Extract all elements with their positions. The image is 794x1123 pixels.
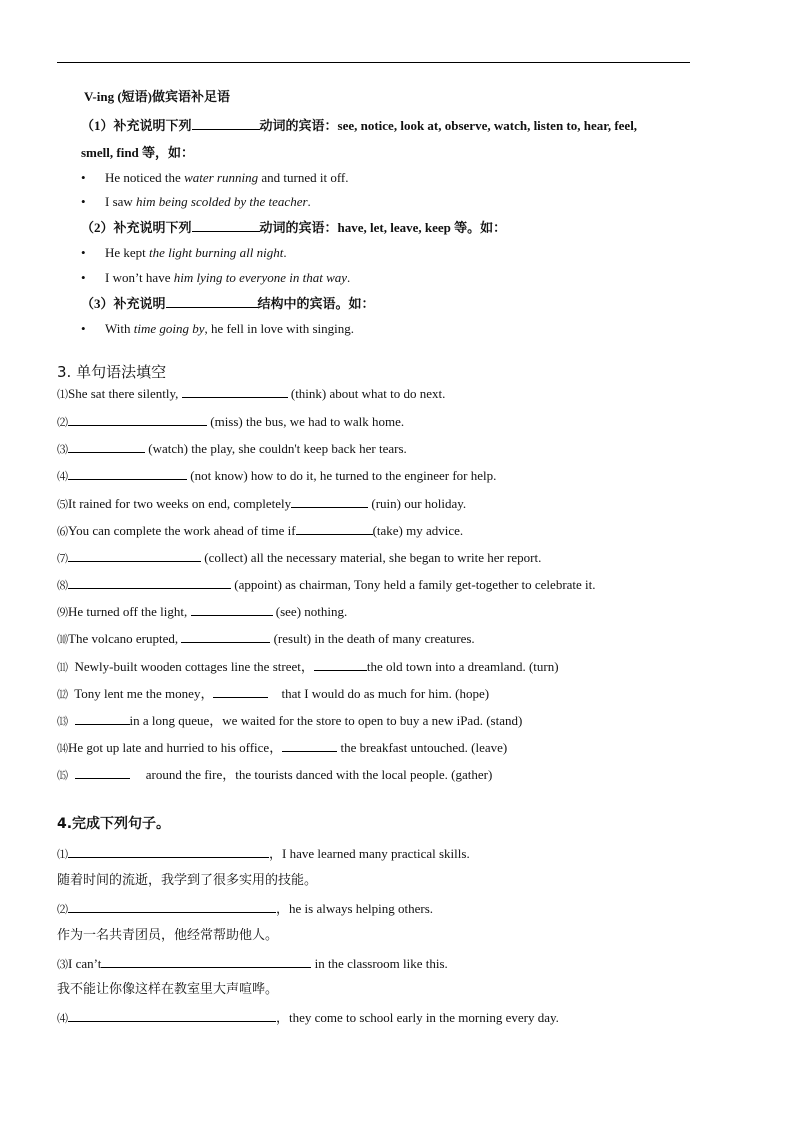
answer-blank[interactable] [296, 522, 373, 535]
answer-blank[interactable] [68, 845, 269, 858]
item-text-after: around the fire，the tourists danced with the local people. (gather) [129, 767, 493, 782]
item-text-after: the breakfast untouched. (leave) [337, 740, 508, 755]
item-text-after: (watch) the play, she couldn't keep back her tears. [145, 441, 407, 456]
item-text-after: in a long queue，we waited for the store to open to buy a new iPad. (stand) [129, 713, 523, 728]
item-text-after: in the classroom like this. [311, 956, 448, 971]
answer-blank[interactable] [68, 440, 145, 453]
item-text-after: (result) in the death of many creatures. [270, 631, 475, 646]
chinese-prompt: 作为一名共青团员，他经常帮助他人。 [57, 928, 279, 943]
item-number: ⑹ [57, 526, 68, 538]
blank[interactable] [166, 295, 258, 308]
item-text-after: the old town into a dreamland. (turn) [366, 659, 559, 674]
rule-1-line: （1）补充说明下列 动词的宾语：see, notice, look at, observe, watch, listen to, hear, feel, [81, 118, 638, 133]
section-title: V-ing (短语)做宾语补足语 [84, 89, 231, 104]
item-text-after: (see) nothing. [272, 604, 348, 619]
exercise-item [57, 603, 347, 621]
item-text-before: He got up late and hurried to his office， [68, 740, 283, 755]
item-text-after: ，I have learned many practical skills. [269, 846, 470, 861]
answer-blank[interactable] [68, 467, 187, 480]
item-text-after: (appoint) as chairman, Tony held a family get‑together to celebrate it. [231, 577, 596, 592]
item-text-after: ，they come to school early in the morning every day. [276, 1010, 559, 1025]
item-number: ⑿ [57, 689, 68, 701]
header-rule [57, 62, 690, 63]
item-number: ⑶ [57, 444, 68, 456]
item-number: ⑸ [57, 499, 68, 511]
item-text-before: Tony lent me the money， [68, 686, 214, 701]
chinese-prompt: 我不能让你像这样在教室里大声喧哗。 [57, 982, 279, 997]
sentence-item [57, 1009, 559, 1027]
answer-blank[interactable] [68, 576, 231, 589]
answer-blank[interactable] [191, 603, 273, 616]
exercise-item [57, 739, 507, 757]
answer-blank[interactable] [75, 712, 130, 725]
answer-blank[interactable] [101, 955, 311, 968]
item-number: ⑶ [57, 959, 68, 971]
answer-blank[interactable] [75, 766, 130, 779]
exercise-item [57, 495, 466, 513]
item-number: ⑷ [57, 471, 68, 483]
item-text-after: that I would do as much for him. (hope) [268, 686, 490, 701]
exercise-item [57, 685, 489, 703]
item-text-after: ，he is always helping others. [276, 901, 434, 916]
exercise-item [57, 440, 407, 458]
item-text-after: (not know) how to do it, he turned to the engineer for help. [187, 468, 497, 483]
item-number: ⑽ [57, 634, 68, 646]
section-4-title: 4.完成下列句子。 [57, 816, 171, 832]
exercise-item [57, 413, 404, 431]
item-number: ⑻ [57, 580, 68, 592]
exercise-item [57, 766, 492, 784]
item-number: ⒁ [57, 743, 68, 755]
item-text-before: I can’t [68, 956, 102, 971]
chinese-prompt: 随着时间的流逝，我学到了很多实用的技能。 [57, 873, 318, 888]
item-text-before: She sat there silently, [68, 386, 182, 401]
item-number: ⑼ [57, 607, 68, 619]
item-text-before: Newly‑built wooden cottages line the street， [68, 659, 314, 674]
sentence-item [57, 900, 433, 918]
item-text-after: (ruin) our holiday. [368, 496, 467, 511]
item-number: ⑵ [57, 904, 68, 916]
exercise-item [57, 630, 475, 648]
item-number: ⑴ [57, 389, 68, 401]
answer-blank[interactable] [181, 630, 270, 643]
exercise-item [57, 467, 496, 485]
item-number: ⑺ [57, 553, 68, 565]
item-number: ⑵ [57, 417, 68, 429]
answer-blank[interactable] [68, 900, 276, 913]
item-text-before: You can complete the work ahead of time if [68, 523, 296, 538]
rule-1-cont: smell, find 等，如： [81, 145, 195, 160]
answer-blank[interactable] [213, 685, 268, 698]
answer-blank[interactable] [182, 385, 288, 398]
blank[interactable] [192, 219, 260, 232]
item-text-after: (take) my advice. [372, 523, 464, 538]
exercise-item [57, 712, 522, 730]
answer-blank[interactable] [282, 739, 337, 752]
sentence-item [57, 955, 448, 973]
item-text-after: (think) about what to do next. [287, 386, 446, 401]
section-3-title: 3. 单句语法填空 [57, 363, 167, 381]
exercise-item [57, 658, 559, 676]
item-text-before: The volcano erupted, [68, 631, 182, 646]
answer-blank[interactable] [314, 658, 367, 671]
answer-blank[interactable] [291, 495, 368, 508]
answer-blank[interactable] [68, 549, 201, 562]
exercise-item [57, 385, 445, 403]
item-text-before: He turned off the light, [68, 604, 191, 619]
exercise-item [57, 576, 596, 594]
item-number: ⒀ [57, 716, 68, 728]
item-text-after: (collect) all the necessary material, she began to write her report. [201, 550, 542, 565]
item-number: ⑴ [57, 849, 68, 861]
answer-blank[interactable] [68, 1009, 276, 1022]
sentence-item [57, 845, 470, 863]
item-text-before: It rained for two weeks on end, completely [68, 496, 292, 511]
item-number: ⑷ [57, 1013, 68, 1025]
rule-3-line: （3）补充说明 结构中的宾语。如： [81, 296, 375, 311]
item-number: ⒂ [57, 770, 68, 782]
rule-2-line: （2）补充说明下列 动词的宾语：have, let, leave, keep 等。如： [81, 220, 507, 235]
answer-blank[interactable] [68, 413, 207, 426]
exercise-item [57, 522, 463, 540]
item-text-after: (miss) the bus, we had to walk home. [207, 414, 405, 429]
item-number: ⑾ [57, 662, 68, 674]
exercise-item [57, 549, 541, 567]
blank[interactable] [192, 117, 260, 130]
